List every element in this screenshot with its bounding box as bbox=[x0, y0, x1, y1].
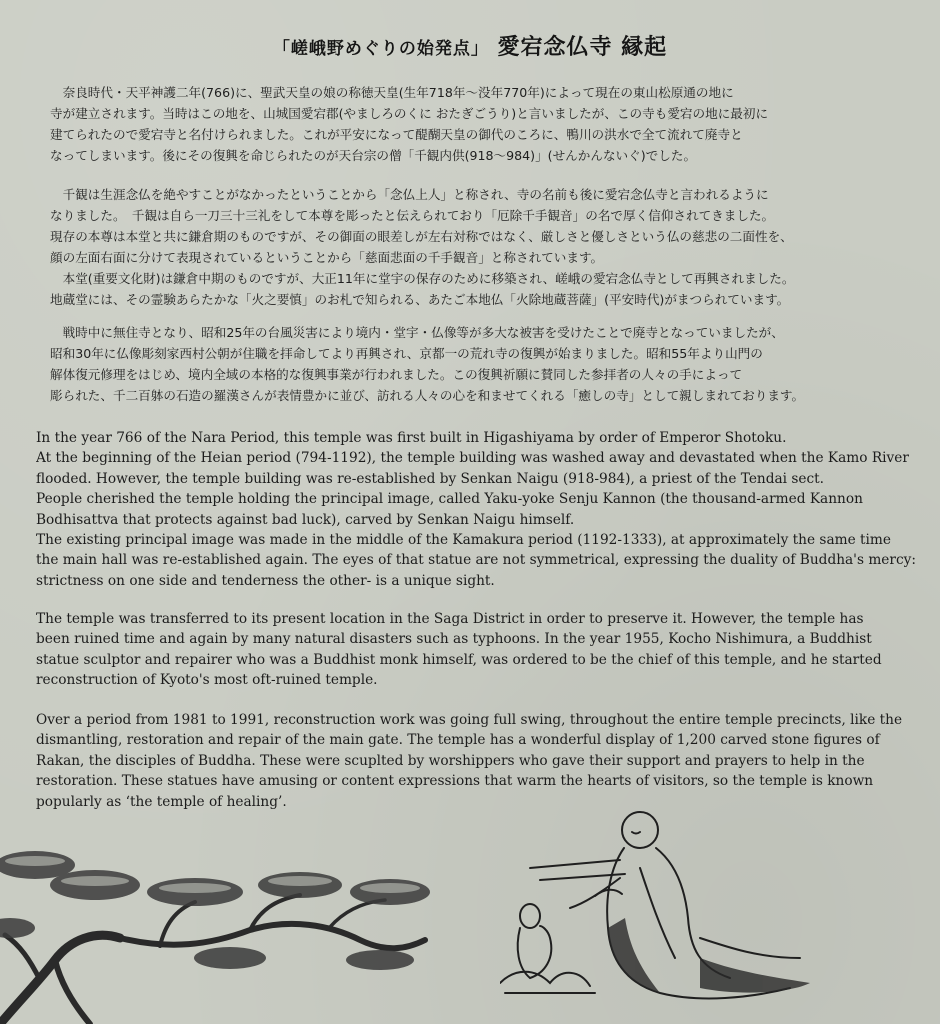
text-line: 戦時中に無住寺となり、昭和25年の台風災害により境内・堂宇・仏像等が多大な被害を受けたことで廃寺となっていましたが、 bbox=[50, 325, 784, 340]
text-line: 千観は生涯念仏を絶やすことがなかったということから「念仏上人」と称され、寺の名前も後に愛宕念仏寺と言われるように bbox=[50, 187, 769, 202]
text-line: 昭和30年に仏像彫刻家西村公朝が住職を拝命してより再興され、京都一の荒れ寺の復興が始まりました。昭和55年より山門の bbox=[50, 346, 763, 361]
text-line: statue sculptor and repairer who was a Buddhist monk himself, was ordered to be the chief of this temple, and he started bbox=[36, 651, 882, 668]
text-line: 顔の左面右面に分けて表現されているということから「慈面悲面の千手観音」と称されています。 bbox=[50, 250, 604, 265]
text-line: 本堂(重要文化財)は鎌倉中期のものですが、大正11年に堂宇の保存のために移築され、嵯峨の愛宕念仏寺として再興されました。 bbox=[50, 271, 795, 286]
jp-paragraph-1 bbox=[50, 82, 890, 166]
text-line: 現存の本尊は本堂と共に鎌倉期のものですが、その御面の眼差しが左右対称ではなく、厳しさと優しさという仏の慈悲の二面性を、 bbox=[50, 229, 793, 244]
en-paragraph-1 bbox=[36, 428, 916, 591]
en-paragraph-2 bbox=[36, 609, 916, 691]
text-line: popularly as ‘the temple of healing’. bbox=[36, 793, 287, 810]
text-line: reconstruction of Kyoto's most oft-ruined temple. bbox=[36, 672, 378, 689]
text-line: 地蔵堂には、その霊験あらたかな「火之要慎」のお札で知られる、あたご本地仏「火除地蔵菩薩」(平安時代)がまつられています。 bbox=[50, 292, 790, 307]
text-line: なりました。 千観は自ら一刀三十三礼をして本尊を彫ったと伝えられており「厄除千手観音」の名で厚く信仰されてきました。 bbox=[50, 208, 775, 223]
en-paragraph-3 bbox=[36, 710, 916, 812]
text-line: Over a period from 1981 to 1991, reconstruction work was going full swing, throughout the entire temple precincts, like the bbox=[36, 712, 903, 728]
jp-paragraph-3 bbox=[50, 322, 890, 406]
text-line: dismantling, restoration and repair of the main gate. The temple has a wonderful display of 1,200 carved stone figures of bbox=[36, 732, 880, 749]
text-line: flooded. However, the temple building was re-established by Senkan Naigu (918-984), a priest of the Tendai sect. bbox=[36, 470, 825, 487]
text-line: The temple was transferred to its present location in the Saga District in order to preserve it. However, the temple has bbox=[36, 611, 864, 627]
text-line: なってしまいます。後にその復興を命じられたのが天台宗の僧「千観内供(918～984)」(せんかんないぐ)でした。 bbox=[50, 148, 697, 163]
text-line: 奈良時代・天平神護二年(766)に、聖武天皇の娘の称徳天皇(生年718年～没年770年)によって現在の東山松原通の地に bbox=[50, 85, 734, 100]
text-line: Bodhisattva that protects against bad luck), carved by Senkan Naigu himself. bbox=[36, 511, 575, 528]
text-line: 解体復元修理をはじめ、境内全域の本格的な復興事業が行われました。この復興祈願に賛同した参拝者の人々の手によって bbox=[50, 367, 743, 382]
monk-carving-illustration bbox=[500, 808, 860, 1008]
text-line: the main hall was re-established again. The eyes of that statue are not symmetrical, expressing the duality of Buddha's mercy: bbox=[36, 552, 916, 569]
text-line: Rakan, the disciples of Buddha. These were scuplted by worshippers who gave their support and prayers to help in the bbox=[36, 752, 865, 769]
text-line: At the beginning of the Heian period (794-1192), the temple building was washed away and devastated when the Kamo River bbox=[36, 450, 909, 467]
text-line: In the year 766 of the Nara Period, this temple was first built in Higashiyama by order of Emperor Shotoku. bbox=[36, 430, 787, 446]
page-title bbox=[0, 30, 940, 61]
title-subtitle: 「嵯峨野めぐりの始発点」 bbox=[272, 39, 489, 59]
text-line: People cherished the temple holding the principal image, called Yaku-yoke Senju Kannon (the thousand-armed Kannon bbox=[36, 491, 863, 508]
jp-paragraph-2 bbox=[50, 184, 890, 310]
text-line: The existing principal image was made in the middle of the Kamakura period (1192-1333), at approximately the same time bbox=[36, 532, 892, 549]
text-line: been ruined time and again by many natural disasters such as typhoons. In the year 1955, Kocho Nishimura, a Buddhist bbox=[36, 631, 872, 648]
text-line: 彫られた、千二百躰の石造の羅漢さんが表情豊かに並び、訪れる人々の心を和ませてくれる「癒しの寺」として親しまれております。 bbox=[50, 388, 805, 403]
title-main: 愛宕念仏寺 縁起 bbox=[497, 35, 668, 60]
text-line: 寺が建立されます。当時はこの地を、山城国愛宕郡(やましろのくに おたぎごうり)と言いましたが、この寺も愛宕の地に最初に bbox=[50, 106, 769, 121]
text-line: strictness on one side and tenderness the other- is a unique sight. bbox=[36, 572, 495, 589]
text-line: 建てられたので愛宕寺と名付けられました。これが平安になって醍醐天皇の御代のころに、鴨川の洪水で全て流れて廃寺と bbox=[50, 127, 743, 142]
pine-tree-illustration bbox=[0, 830, 440, 1024]
text-line: restoration. These statues have amusing or content expressions that warm the hearts of visitors, so the temple is known bbox=[36, 773, 874, 790]
